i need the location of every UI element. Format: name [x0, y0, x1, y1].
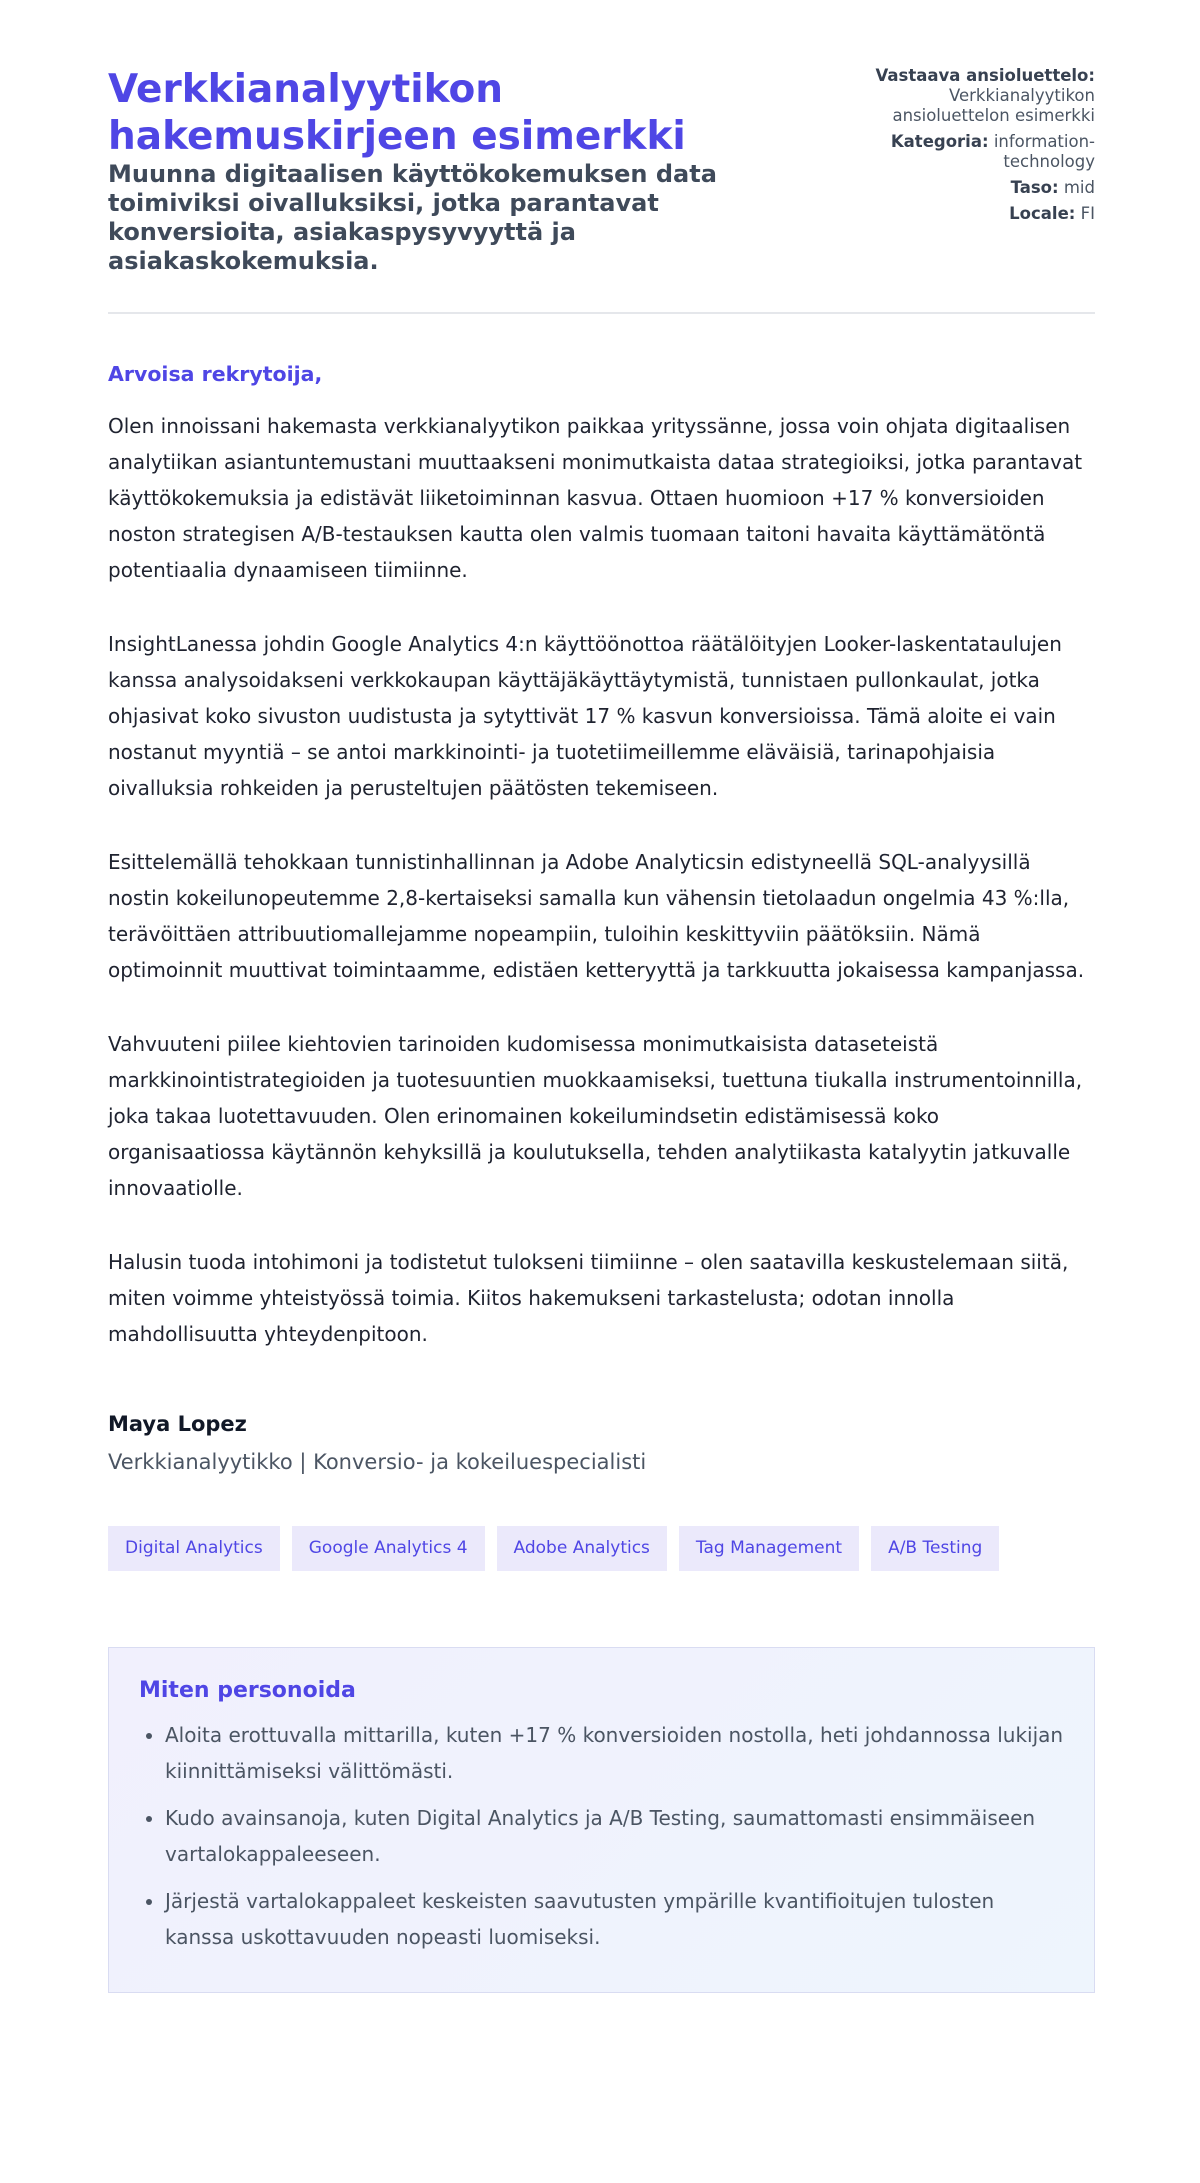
letter-greeting: Arvoisa rekrytoija,: [108, 362, 323, 386]
meta-info: [865, 66, 1095, 230]
page-header: [108, 66, 1095, 276]
personalization-tips: [108, 1647, 1095, 1993]
tip-item: • Järjestä vartalokappaleet keskeisten saavutusten ympärille kvantifioitujen tulosten kanssa uskottavuuden nopeasti luomiseksi.: [165, 1883, 1064, 1955]
signature-name: Maya Lopez: [108, 1412, 247, 1436]
meta-resume: [865, 66, 1095, 126]
meta-resume-value: Verkkianalyytikon ansioluettelon esimerkki: [892, 86, 1095, 125]
page-title: Verkkianalyytikon hakemuskirjeen esimerkki: [108, 67, 686, 159]
tip-item: • Kudo avainsanoja, kuten Digital Analytics ja A/B Testing, saumattomasti ensimmäiseen vartalokappaleeseen.: [165, 1800, 1064, 1872]
letter-paragraph: Vahvuuteni piilee kiehtovien tarinoiden kudomisessa monimutkaisista dataseteistä markkinointistrategioiden ja tuotesuuntien muokkaamiseksi, tuettuna tiukalla instrumentoinnilla, joka takaa luotettavuuden. Olen erinomainen kokeilumindsetin edistämisessä koko organisaatiossa käytännön kehyksillä ja koulutuksella, tehden analytiikasta katalyytin jatkuvalle innovaatiolle.: [108, 1032, 1083, 1200]
meta-locale-label: Locale:: [1009, 204, 1076, 223]
skill-tag: Digital Analytics: [108, 1526, 280, 1571]
skill-tag: Adobe Analytics: [497, 1526, 667, 1571]
letter-paragraph: Halusin tuoda intohimoni ja todistetut tulokseni tiimiinne – olen saatavilla keskustelemaan siitä, miten voimme yhteistyössä toimia. Kiitos hakemukseni tarkastelusta; odotan innolla mahdollisuutta yhteydenpitoon.: [108, 1250, 1069, 1346]
skill-tag: Tag Management: [679, 1526, 859, 1571]
meta-category-label: Kategoria:: [890, 132, 989, 151]
header-divider: [108, 312, 1095, 314]
letter-paragraph: Esittelemällä tehokkaan tunnistinhallinnan ja Adobe Analyticsin edistyneellä SQL-analyysillä nostin kokeilunopeutemme 2,8-kertaiseksi samalla kun vähensin tietolaadun ongelmia 43 %:lla, terävöittäen attribuutiomallejamme nopeampiin, tuloihin keskittyviin päätöksiin. Nämä optimoinnit muuttivat toimintaamme, edistäen ketteryyttä ja tarkkuutta jokaisessa kampanjassa.: [108, 850, 1085, 982]
page-subtitle: Muunna digitaalisen käyttökokemuksen data toimiviksi oivalluksiksi, jotka parantavat konversioita, asiakaspysyvyyttä ja asiakaskokemuksia.: [108, 160, 717, 275]
tips-heading: Miten personoida: [139, 1678, 356, 1703]
meta-locale-value: FI: [1080, 204, 1095, 223]
meta-category-value: information-technology: [993, 132, 1095, 171]
letter-paragraph: Olen innoissani hakemasta verkkianalyytikon paikkaa yrityssänne, jossa voin ohjata digitaalisen analytiikan asiantuntemustani muuttaakseni monimutkaista dataa strategioiksi, jotka parantavat käyttökokemuksia ja edistävät liiketoiminnan kasvua. Ottaen huomioon +17 % konversioiden noston strategisen A/B-testauksen kautta olen valmis tuomaan taitoni havaita käyttämätöntä potentiaalia dynaamiseen tiimiinne.: [108, 414, 1083, 582]
meta-level-value: mid: [1063, 178, 1095, 197]
skill-tags: [108, 1526, 1095, 1571]
meta-resume-label: Vastaava ansioluettelo:: [875, 66, 1095, 85]
meta-level: [865, 178, 1095, 198]
meta-locale: [865, 204, 1095, 224]
skill-tag: Google Analytics 4: [292, 1526, 485, 1571]
signature-title: Verkkianalyytikko | Konversio- ja kokeiluespecialisti: [108, 1450, 647, 1474]
meta-category: [865, 132, 1095, 172]
tip-item: • Aloita erottuvalla mittarilla, kuten +17 % konversioiden nostolla, heti johdannossa lukijan kiinnittämiseksi välittömästi.: [165, 1717, 1064, 1789]
cover-letter-page: [108, 66, 1095, 1993]
title-block: [108, 66, 788, 276]
skill-tag: A/B Testing: [871, 1526, 999, 1571]
meta-level-label: Taso:: [1010, 178, 1059, 197]
tips-list: [139, 1717, 1064, 1955]
letter-paragraph: InsightLanessa johdin Google Analytics 4:n käyttöönottoa räätälöityjen Looker-laskentataulujen kanssa analysoidakseni verkkokaupan käyttäjäkäyttäytymistä, tunnistaen pullonkaulat, jotka ohjasivat koko sivuston uudistusta ja sytyttivät 17 % kasvun konversioissa. Tämä aloite ei vain nostanut myyntiä – se antoi markkinointi- ja tuotetiimeillemme eläväisiä, tarinapohjaisia oivalluksia rohkeiden ja perusteltujen päätösten tekemiseen.: [108, 632, 1062, 800]
